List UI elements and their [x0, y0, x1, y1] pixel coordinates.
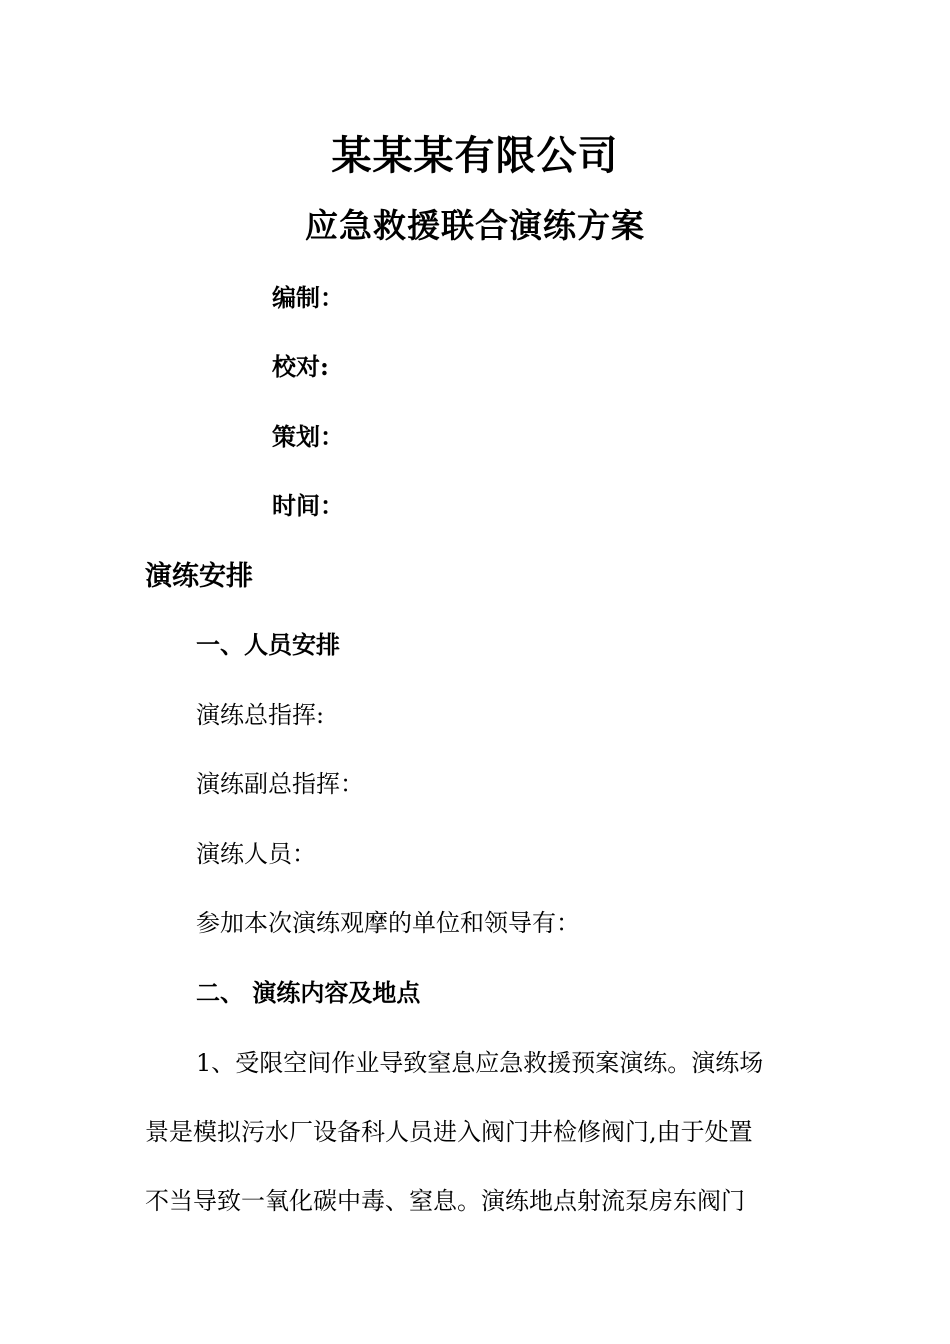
paragraph-line: 景是模拟污水厂设备科人员进入阀门井检修阀门,由于处置 — [145, 1118, 753, 1146]
subheading-content-location: 二、 演练内容及地点 — [196, 978, 421, 1007]
proofread-by-label: 校对: — [272, 352, 329, 381]
document-title: 应急救援联合演练方案 — [305, 206, 645, 245]
time-label: 时间： — [272, 491, 344, 520]
paragraph-line: 1、受限空间作业导致窒息应急救援预案演练。演练场 — [196, 1049, 764, 1077]
commander-line: 演练总指挥: — [196, 701, 325, 729]
compiled-by-label: 编制： — [272, 283, 344, 312]
drill-personnel-line: 演练人员： — [196, 840, 316, 868]
deputy-commander-line: 演练副总指挥： — [196, 770, 364, 798]
observers-line: 参加本次演练观摩的单位和领导有： — [196, 909, 580, 937]
subheading-personnel: 一、人员安排 — [196, 630, 340, 659]
planned-by-label: 策划： — [272, 422, 344, 451]
company-name: 某某某有限公司 — [331, 132, 619, 179]
section-heading-arrangement: 演练安排 — [145, 561, 253, 592]
paragraph-line: 不当导致一氧化碳中毒、窒息。演练地点射流泵房东阀门 — [145, 1187, 745, 1215]
